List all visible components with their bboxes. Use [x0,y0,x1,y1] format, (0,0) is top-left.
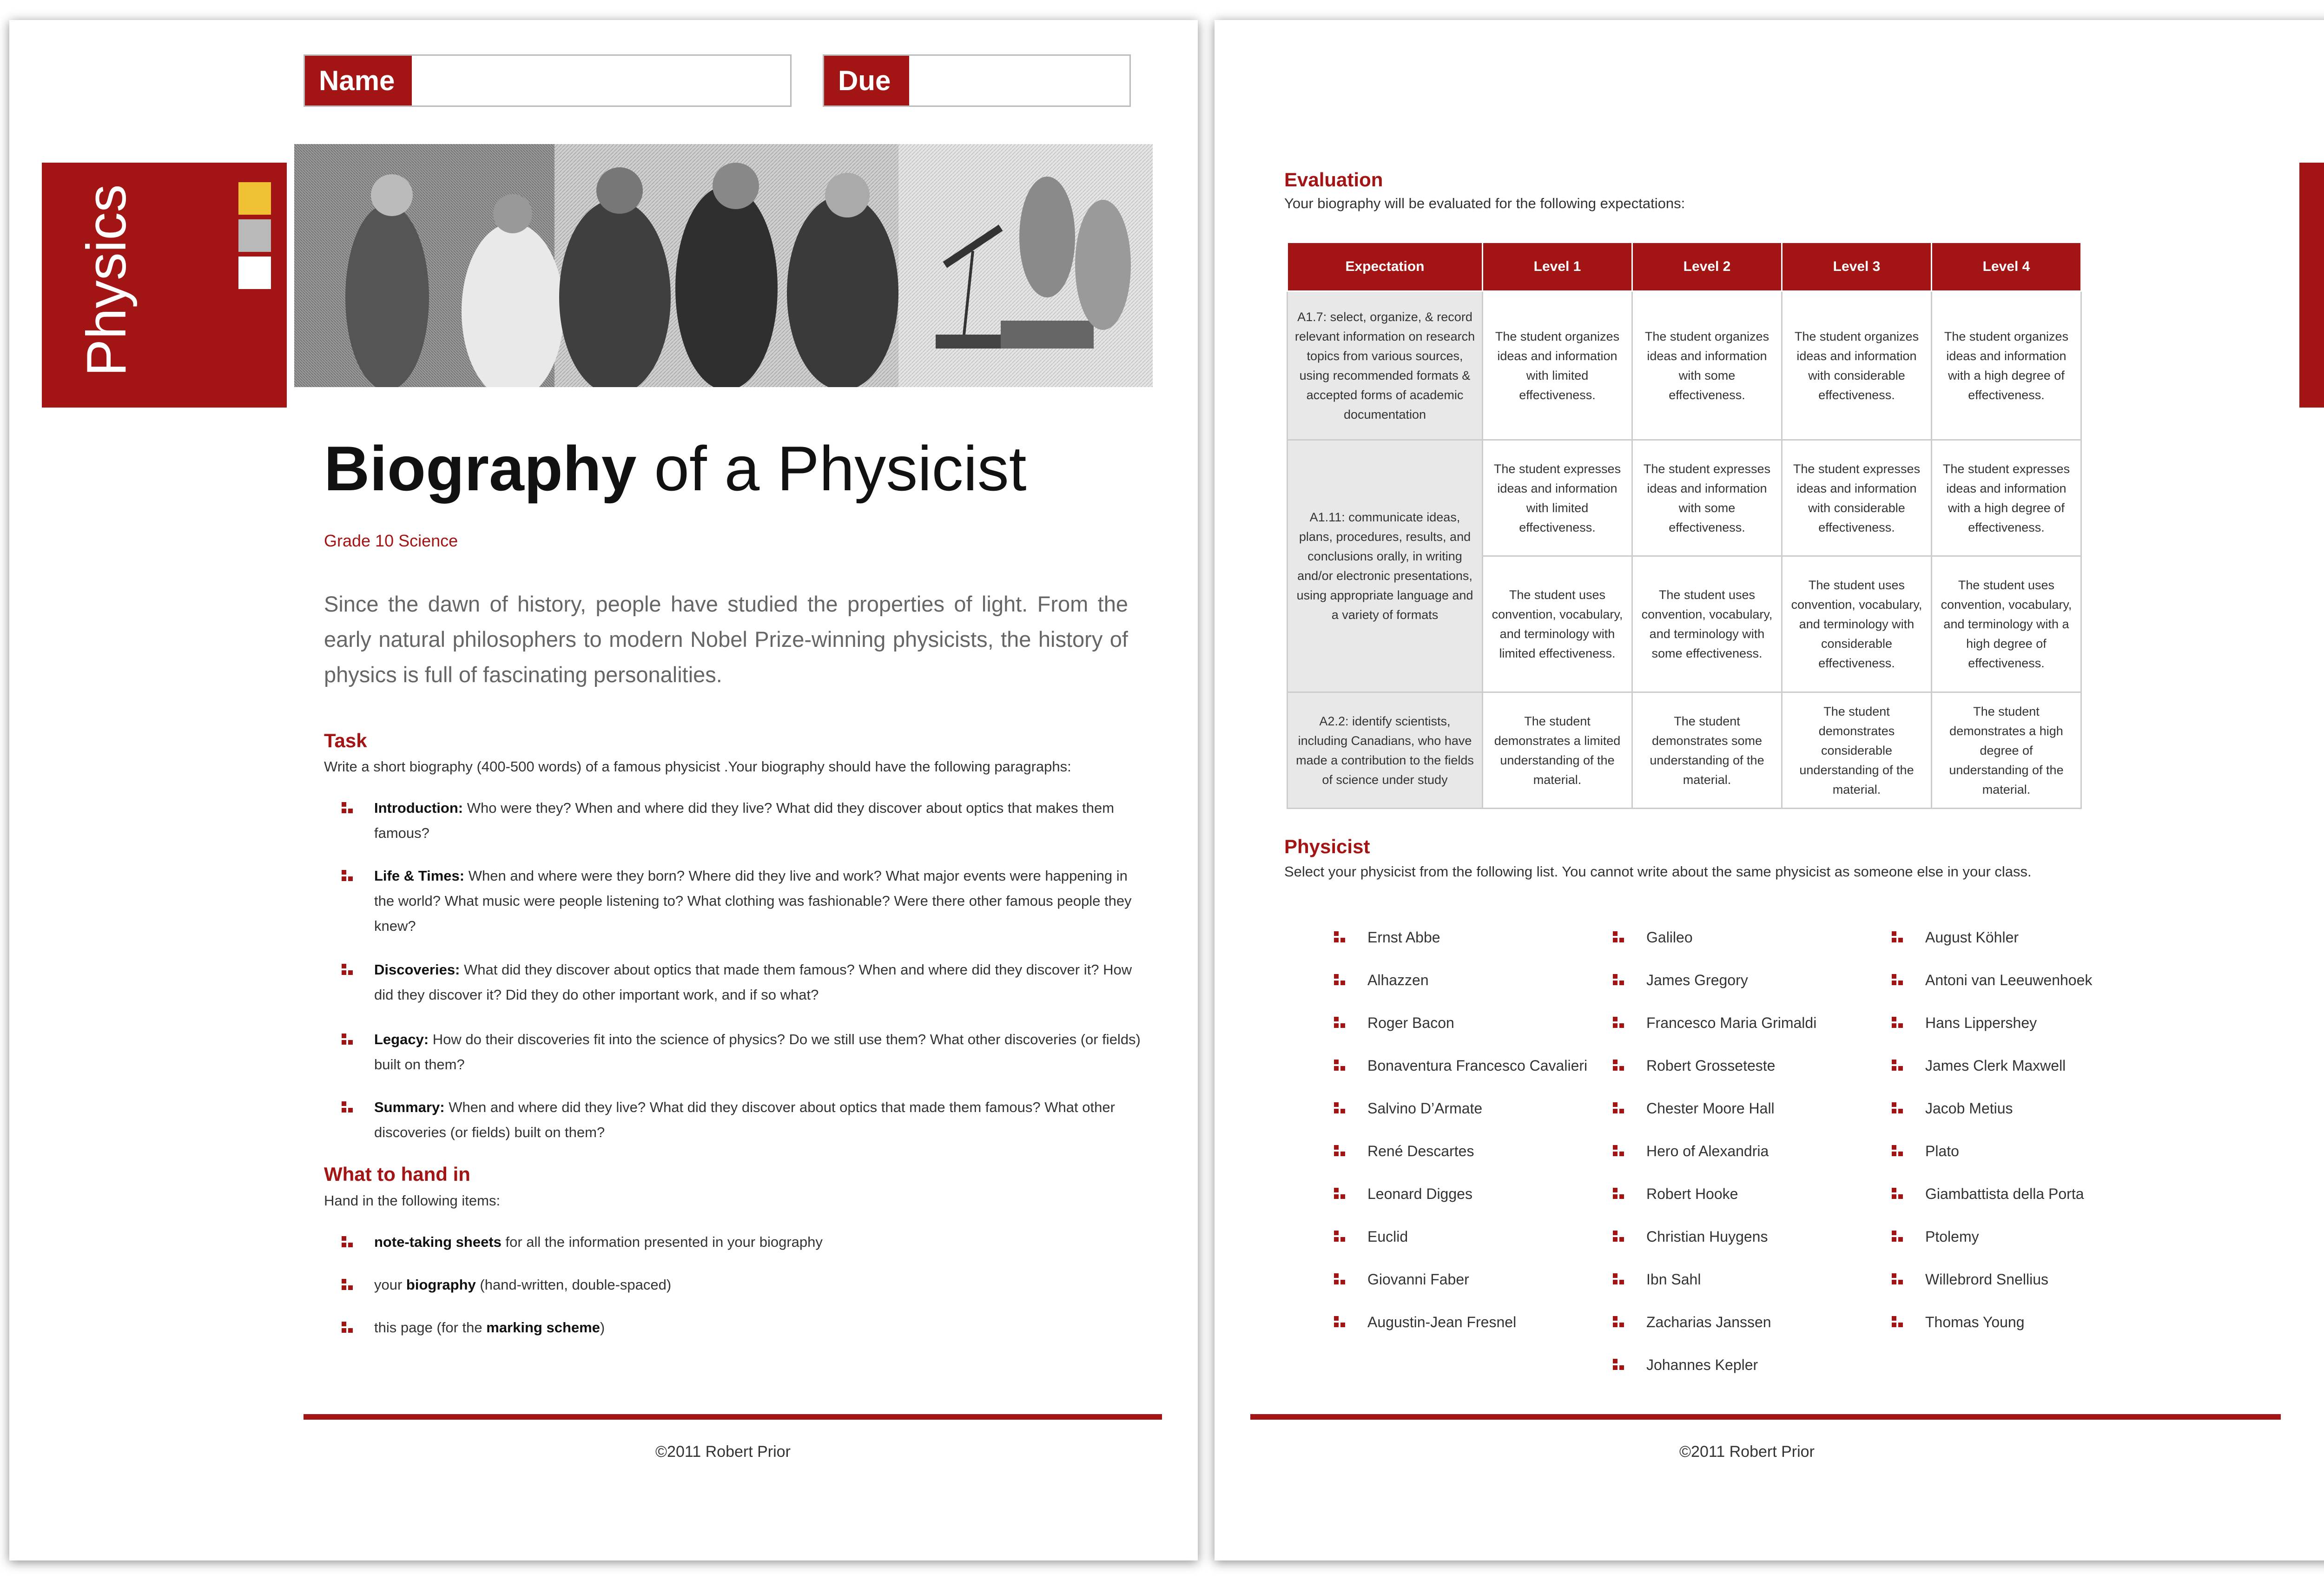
bullet-icon [1334,931,1346,943]
bullet-icon [1892,931,1904,943]
physicist-name: Robert Grosseteste [1646,1057,1776,1074]
physicist-item [1334,1310,1594,1335]
task-item-text: What did they discover about optics that made them famous? When and where did they discover it? How did they discover it? Did they do other important work, and if so what? [374,961,1132,1003]
column-header: Level 2 [1632,243,1782,291]
title-rest: of a Physicist [654,433,1027,504]
bullet-icon [1613,1060,1625,1072]
level-cell: The student demonstrates some understanding of the material. [1632,692,1782,809]
physicist-item [1334,1096,1594,1121]
physicist-name: August Köhler [1925,929,2019,946]
physicist-item [1892,1267,2152,1292]
physicist-name: Antoni van Leeuwenhoek [1925,972,2093,988]
bullet-icon [1892,1188,1904,1200]
bullet-icon [1334,1060,1346,1072]
bullet-icon [342,870,354,882]
bullet-icon [1613,1359,1625,1371]
physicist-name: Robert Hooke [1646,1185,1738,1202]
physicist-item [1613,1352,1873,1377]
bullet-icon [342,1322,354,1334]
physicist-item [1613,1224,1873,1249]
handin-item-bold: marking scheme [486,1319,600,1336]
level-cell: The student expresses ideas and information with limited effectiveness. [1483,440,1632,556]
level-cell: The student demonstrates a high degree of understanding of the material. [1932,692,2081,809]
bullet-icon [1892,974,1904,986]
physicist-name: Ptolemy [1925,1228,1979,1245]
physicist-item [1613,1181,1873,1206]
physicist-name: Salvino D’Armate [1367,1100,1483,1117]
physicist-column [1334,925,1594,1352]
handin-item-post: ) [600,1319,605,1336]
title-bold: Biography [324,433,637,504]
evaluation-heading: Evaluation [1284,169,1383,191]
physicist-item [1334,925,1594,950]
bullet-icon [1892,1102,1904,1114]
physicist-item [1334,1267,1594,1292]
physicist-item [1892,968,2152,993]
physicist-name: James Clerk Maxwell [1925,1057,2066,1074]
expectation-cell: A1.7: select, organize, & record relevant information on research topics from various sources, using recommended formats & accepted forms of academic documentation [1287,291,1483,440]
table-header-row [1287,243,2081,291]
bullet-icon [1334,1145,1346,1157]
physicist-name: Alhazzen [1367,972,1429,988]
handin-item-post: for all the information presented in your biography [501,1234,823,1250]
task-item-label: Legacy: [374,1031,429,1047]
physicist-name: Hero of Alexandria [1646,1143,1769,1159]
task-item-text: When and where were they born? Where did they live and work? What major events were happening in the world? What music were people listening to? What clothing was fashionable? Were there other famous people they knew? [374,868,1132,934]
bullet-icon [1613,931,1625,943]
bullet-icon [1613,1017,1625,1029]
physicist-name: James Gregory [1646,972,1748,988]
expectation-cell: A1.11: communicate ideas, plans, procedures, results, and conclusions orally, in writing and/or electronic presentations, using appropriate language and a variety of formats [1287,440,1483,692]
physicist-name: Giovanni Faber [1367,1271,1469,1288]
handin-item-post: (hand-written, double-spaced) [475,1277,672,1293]
level-cell: The student expresses ideas and information with some effectiveness. [1632,440,1782,556]
yellow-square-icon [238,182,271,215]
handin-description: Hand in the following items: [324,1192,501,1209]
bullet-icon [1334,1017,1346,1029]
table-row [1287,440,2081,556]
bullet-icon [1334,1273,1346,1285]
bullet-icon [1613,1231,1625,1243]
physicist-name: Christian Huygens [1646,1228,1768,1245]
task-description: Write a short biography (400-500 words) of a famous physicist .Your biography should have the following paragraphs: [324,758,1071,775]
physicist-name: Chester Moore Hall [1646,1100,1775,1117]
handin-item-pre: this page (for the [374,1319,487,1336]
page-subtitle: Grade 10 Science [324,531,458,550]
physicist-name: Bonaventura Francesco Cavalieri [1367,1057,1588,1074]
physicist-name: Johannes Kepler [1646,1356,1758,1373]
physicist-name: Zacharias Janssen [1646,1314,1771,1330]
bullet-icon [1334,974,1346,986]
column-header: Expectation [1287,243,1483,291]
level-cell: The student organizes ideas and information with considerable effectiveness. [1782,291,1932,440]
physicist-description: Select your physicist from the following list. You cannot write about the same physicist as someone else in your class. [1284,863,2032,880]
physicist-name: Giambattista della Porta [1925,1185,2084,1202]
bullet-icon [1613,1273,1625,1285]
physicist-item [1613,968,1873,993]
level-cell: The student uses convention, vocabulary, and terminology with some effectiveness. [1632,556,1782,692]
physicist-name: Augustin-Jean Fresnel [1367,1314,1517,1330]
bullet-icon [342,1034,354,1046]
physicist-column [1892,925,2152,1352]
column-header: Level 3 [1782,243,1932,291]
physicist-item [1892,1224,2152,1249]
physicist-heading: Physicist [1284,836,1370,857]
physicist-item [1334,1053,1594,1078]
physicist-item [1613,1096,1873,1121]
physicist-item [1334,1181,1594,1206]
bullet-icon [1892,1145,1904,1157]
level-cell: The student uses convention, vocabulary, and terminology with considerable effectiveness. [1782,556,1932,692]
physicist-item [1892,1010,2152,1035]
footer-rule [1250,1414,2281,1420]
table-row [1287,291,2081,440]
table-row [1287,692,2081,809]
bullet-icon [1613,1102,1625,1114]
column-header: Level 4 [1932,243,2081,291]
right-page-tab [2299,163,2324,408]
physicist-name: Roger Bacon [1367,1014,1454,1031]
task-item-label: Introduction: [374,800,463,816]
physicist-name: Hans Lippershey [1925,1014,2037,1031]
physicist-name: Galileo [1646,929,1693,946]
bullet-icon [1892,1273,1904,1285]
physicist-item [1334,1010,1594,1035]
bullet-icon [1334,1188,1346,1200]
bullet-icon [1334,1231,1346,1243]
task-item-text: How do their discoveries fit into the science of physics? Do we still use them? What other discoveries (or fields) built on them? [374,1031,1141,1073]
task-item-text: Who were they? When and where did they live? What did they discover about optics that makes them famous? [374,800,1115,841]
physicist-item [1892,1139,2152,1164]
subject-label: Physics [75,184,138,376]
physicist-name: Euclid [1367,1228,1408,1245]
physicist-item [1334,1224,1594,1249]
level-cell: The student demonstrates considerable understanding of the material. [1782,692,1932,809]
name-label: Name [305,56,412,105]
due-field[interactable] [823,54,1131,107]
bullet-icon [342,1101,354,1113]
footer-copyright: ©2011 Robert Prior [655,1443,791,1461]
due-label: Due [824,56,909,105]
page-title [324,432,1027,505]
bullet-icon [342,1279,354,1291]
level-cell: The student expresses ideas and information with considerable effectiveness. [1782,440,1932,556]
physicist-item [1892,1181,2152,1206]
bullet-icon [1613,974,1625,986]
physicist-name: René Descartes [1367,1143,1474,1159]
intro-paragraph: Since the dawn of history, people have studied the properties of light. From the early natural philosophers to modern Nobel Prize-winning physicists, the history of physics is full of fascinating personalities. [324,592,1128,687]
footer-copyright: ©2011 Robert Prior [1679,1443,1815,1461]
evaluation-description: Your biography will be evaluated for the following expectations: [1284,195,1685,211]
level-cell: The student organizes ideas and information with limited effectiveness. [1483,291,1632,440]
physicist-item [1334,968,1594,993]
bullet-icon [1613,1316,1625,1328]
bullet-icon [342,802,354,814]
physicist-item [1334,1139,1594,1164]
physicist-name: Willebrord Snellius [1925,1271,2048,1288]
physicist-item [1613,925,1873,950]
column-header: Level 1 [1483,243,1632,291]
white-square-icon [238,257,271,289]
handin-item-pre: your [374,1277,406,1293]
bullet-icon [1892,1017,1904,1029]
subject-sidebar [42,163,287,408]
physicist-name: Ernst Abbe [1367,929,1440,946]
level-cell: The student uses convention, vocabulary, and terminology with a high degree of effectiveness. [1932,556,2081,692]
physicist-name: Thomas Young [1925,1314,2025,1330]
level-cell: The student organizes ideas and information with a high degree of effectiveness. [1932,291,2081,440]
task-item-label: Discoveries: [374,961,460,978]
bullet-icon [1334,1102,1346,1114]
physicist-item [1613,1310,1873,1335]
name-field[interactable] [304,54,792,107]
bullet-icon [342,1236,354,1248]
physicist-item [1892,925,2152,950]
physicist-item [1892,1096,2152,1121]
rubric-table [1287,242,2082,809]
bullet-icon [1613,1188,1625,1200]
task-item-text: When and where did they live? What did they discover about optics that made them famous? What other discoveries (or fields) built on them? [374,1099,1115,1140]
physicist-item [1613,1010,1873,1035]
level-cell: The student demonstrates a limited understanding of the material. [1483,692,1632,809]
level-cell: The student organizes ideas and information with some effectiveness. [1632,291,1782,440]
gray-square-icon [238,219,271,252]
physicist-column [1613,925,1873,1395]
physicist-name: Ibn Sahl [1646,1271,1701,1288]
physicist-name: Leonard Digges [1367,1185,1472,1202]
physicist-name: Francesco Maria Grimaldi [1646,1014,1817,1031]
physicist-item [1613,1139,1873,1164]
bullet-icon [1334,1316,1346,1328]
bullet-icon [1613,1145,1625,1157]
bullet-icon [1892,1060,1904,1072]
level-cell: The student uses convention, vocabulary, and terminology with limited effectiveness. [1483,556,1632,692]
physicist-item [1613,1053,1873,1078]
handin-item-bold: note-taking sheets [374,1234,502,1250]
historical-engraving-image [294,144,1153,387]
footer-rule [304,1414,1162,1420]
task-item-label: Life & Times: [374,868,465,884]
physicist-item [1892,1310,2152,1335]
bullet-icon [1892,1231,1904,1243]
bullet-icon [342,964,354,976]
task-item-label: Summary: [374,1099,445,1115]
handin-heading: What to hand in [324,1163,470,1185]
physicist-item [1892,1053,2152,1078]
expectation-cell: A2.2: identify scientists, including Canadians, who have made a contribution to the fields of science under study [1287,692,1483,809]
task-heading: Task [324,730,367,751]
physicist-item [1613,1267,1873,1292]
level-cell: The student expresses ideas and information with a high degree of effectiveness. [1932,440,2081,556]
bullet-icon [1892,1316,1904,1328]
handin-item-bold: biography [406,1277,476,1293]
physicist-name: Jacob Metius [1925,1100,2013,1117]
physicist-name: Plato [1925,1143,1959,1159]
